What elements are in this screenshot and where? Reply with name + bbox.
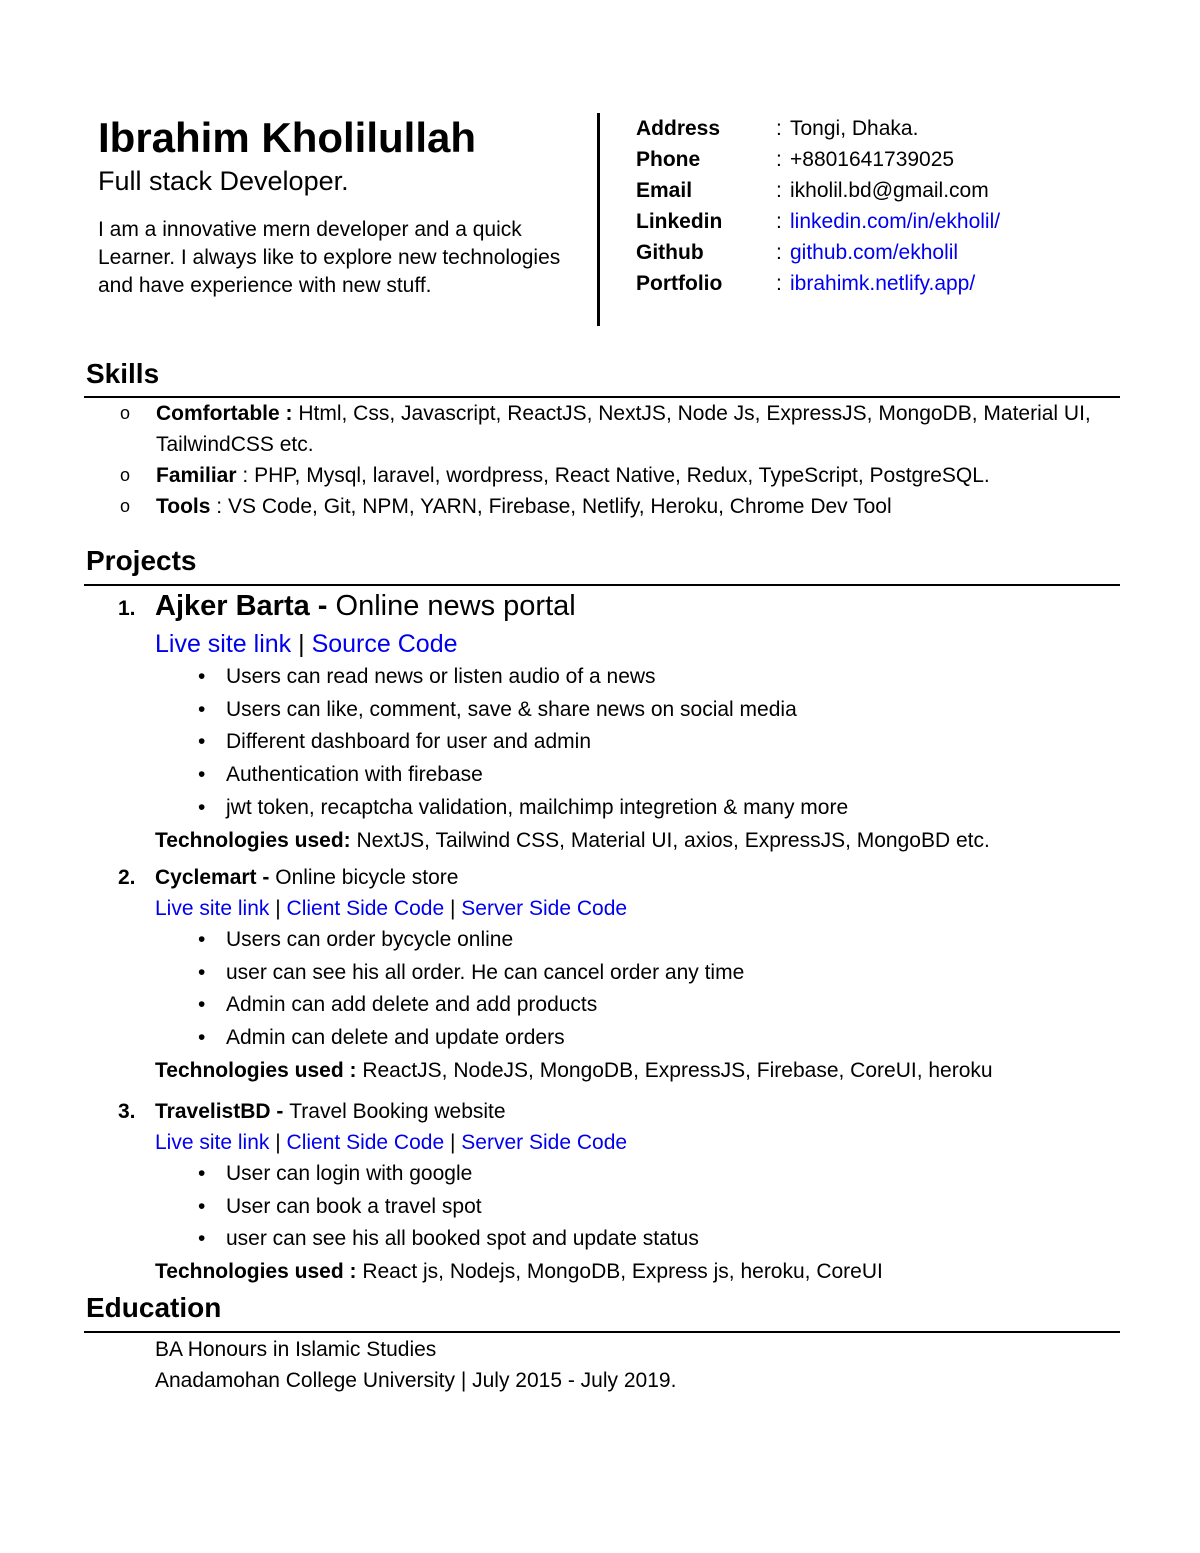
bullet-dot-icon: • [198, 1026, 206, 1050]
skill-item-tools [86, 491, 1116, 522]
project-header [118, 1096, 1118, 1127]
project-features [118, 924, 1118, 1055]
education-degree: BA Honours in Islamic Studies [155, 1338, 437, 1361]
skill-sep: : [279, 402, 299, 425]
bullet-dot-icon: • [198, 763, 206, 787]
bullet-dot-icon: • [198, 1162, 206, 1185]
feature-text: User can book a travel spot [226, 1194, 482, 1218]
contact-row-linkedin [636, 206, 1000, 237]
bullet-dot-icon: • [198, 697, 206, 721]
skill-sep: : [210, 495, 228, 518]
list-item [118, 694, 1118, 727]
list-item [118, 957, 1118, 990]
skill-label: Comfortable [156, 402, 280, 425]
project-links [155, 1127, 1118, 1158]
candidate-name: Ibrahim Kholilullah [98, 114, 477, 161]
contact-separator: : [776, 241, 782, 264]
project-desc: Online news portal [335, 590, 576, 622]
skill-text [156, 460, 1116, 491]
contact-block [636, 113, 1000, 299]
skill-item-comfortable [86, 398, 1116, 460]
circle-bullet-icon: o [120, 403, 131, 423]
bullet-dot-icon: • [198, 1194, 206, 1218]
skills-heading: Skills [86, 358, 160, 389]
project-name: Ajker Barta - [155, 590, 328, 622]
project-links [155, 627, 1118, 661]
list-item [118, 1022, 1118, 1055]
live-site-link[interactable]: Live site link [155, 630, 292, 658]
tech-values: ReactJS, NodeJS, MongoDB, ExpressJS, Firebase, CoreUI, heroku [362, 1058, 993, 1082]
header-divider [597, 113, 600, 326]
bullet-dot-icon: • [198, 795, 206, 819]
project-technologies [155, 1055, 1118, 1086]
skill-label: Familiar [156, 464, 237, 487]
contact-address: Tongi, Dhaka. [790, 117, 919, 140]
contact-label: Phone [636, 148, 701, 171]
contact-separator: : [776, 210, 782, 233]
project-technologies [155, 825, 1118, 856]
education-institution: Anadamohan College University | July 2015 - July 2019. [155, 1369, 677, 1392]
feature-text: Admin can delete and update orders [226, 1026, 565, 1050]
contact-label: Address [636, 117, 721, 140]
link-separator: | [449, 1131, 456, 1154]
contact-label: Linkedin [636, 210, 723, 233]
tech-label: Technologies used : [155, 1260, 357, 1284]
skill-label: Tools [156, 495, 211, 518]
projects-rule [84, 584, 1120, 586]
contact-separator: : [776, 148, 782, 171]
link-separator: | [275, 897, 281, 920]
education-block [155, 1334, 676, 1396]
bullet-dot-icon: • [198, 665, 206, 688]
link-separator: | [298, 630, 305, 658]
tech-label: Technologies used: [155, 828, 351, 852]
contact-row-phone [636, 144, 1000, 175]
project-ajker-barta [118, 588, 1118, 856]
source-code-link[interactable]: Source Code [311, 630, 458, 658]
client-code-link[interactable]: Client Side Code [286, 1131, 445, 1154]
candidate-role: Full stack Developer. [98, 166, 349, 196]
education-rule [84, 1331, 1120, 1333]
feature-text: Users can like, comment, save & share news on social media [226, 697, 797, 721]
project-number: 3. [118, 1100, 136, 1123]
feature-text: Users can read news or listen audio of a news [226, 665, 656, 688]
circle-bullet-icon: o [120, 496, 131, 516]
skill-values: PHP, Mysql, laravel, wordpress, React Native, Redux, TypeScript, PostgreSQL. [254, 464, 990, 487]
tech-values: NextJS, Tailwind CSS, Material UI, axios, ExpressJS, MongoBD etc. [356, 828, 990, 852]
contact-row-github [636, 237, 1000, 268]
circle-bullet-icon: o [120, 465, 131, 485]
project-header [118, 862, 1118, 893]
feature-text: User can login with google [226, 1162, 473, 1185]
contact-label: Github [636, 241, 704, 264]
feature-text: Users can order bycycle online [226, 928, 514, 951]
contact-email: ikholil.bd@gmail.com [790, 179, 989, 202]
contact-label: Email [636, 179, 693, 202]
project-name: Cyclemart - [155, 866, 270, 889]
skill-values: VS Code, Git, NPM, YARN, Firebase, Netlify, Heroku, Chrome Dev Tool [227, 495, 892, 518]
feature-text: Different dashboard for user and admin [226, 730, 591, 754]
project-number: 1. [118, 597, 136, 620]
client-code-link[interactable]: Client Side Code [286, 897, 445, 920]
header-left [98, 112, 578, 300]
project-name: TravelistBD - [155, 1100, 284, 1123]
list-item [118, 1158, 1118, 1191]
list-item [118, 1191, 1118, 1224]
feature-text: Authentication with firebase [226, 763, 483, 787]
skill-sep: : [236, 464, 255, 487]
project-desc: Online bicycle store [275, 866, 459, 889]
tech-values: React js, Nodejs, MongoDB, Express js, heroku, CoreUI [362, 1260, 883, 1284]
education-heading: Education [86, 1292, 222, 1323]
feature-text: Admin can add delete and add products [226, 993, 598, 1017]
bullet-dot-icon: • [198, 993, 206, 1017]
project-cyclemart [118, 862, 1118, 1086]
bullet-dot-icon: • [198, 960, 206, 984]
project-links [155, 893, 1118, 924]
bullet-dot-icon: • [198, 1227, 206, 1251]
bullet-dot-icon: • [198, 730, 206, 754]
projects-heading: Projects [86, 545, 197, 576]
list-item [118, 661, 1118, 694]
skill-item-familiar [86, 460, 1116, 491]
github-link[interactable]: github.com/ekholil [790, 241, 959, 264]
list-item [118, 792, 1118, 825]
feature-text: user can see his all booked spot and update status [226, 1227, 699, 1251]
list-item [118, 989, 1118, 1022]
project-desc: Travel Booking website [289, 1100, 506, 1123]
skill-values: Html, Css, Javascript, ReactJS, NextJS, Node Js, ExpressJS, MongoDB, Material UI, TailwindCSS etc. [156, 402, 1091, 456]
server-code-link[interactable]: Server Side Code [461, 1131, 628, 1154]
link-separator: | [449, 897, 456, 920]
tech-label: Technologies used : [155, 1058, 357, 1082]
contact-separator: : [776, 272, 782, 295]
bullet-dot-icon: • [198, 928, 206, 951]
project-technologies [155, 1256, 1118, 1287]
project-travelistbd [118, 1096, 1118, 1287]
skills-list [86, 398, 1116, 522]
project-features [118, 1158, 1118, 1256]
contact-row-address [636, 113, 1000, 144]
skill-text [156, 491, 1116, 522]
feature-text: user can see his all order. He can cancel order any time [226, 960, 745, 984]
list-item [118, 759, 1118, 792]
linkedin-link[interactable]: linkedin.com/in/ekholil/ [790, 210, 1001, 233]
contact-separator: : [776, 179, 782, 202]
list-item [118, 726, 1118, 759]
list-item [118, 924, 1118, 957]
server-code-link[interactable]: Server Side Code [461, 897, 628, 920]
summary: I am a innovative mern developer and a quick Learner. I always like to explore new technologies and have experience with new stuff. [98, 218, 561, 297]
link-separator: | [275, 1131, 281, 1154]
project-features [118, 661, 1118, 825]
skill-text [156, 398, 1116, 460]
contact-row-portfolio [636, 268, 1000, 299]
feature-text: jwt token, recaptcha validation, mailchimp integretion & many more [226, 795, 849, 819]
live-site-link[interactable]: Live site link [155, 897, 270, 920]
live-site-link[interactable]: Live site link [155, 1131, 270, 1154]
project-number: 2. [118, 866, 136, 889]
contact-row-email [636, 175, 1000, 206]
project-header [118, 588, 1118, 627]
contact-phone: +8801641739025 [790, 148, 955, 171]
contact-separator: : [776, 117, 782, 140]
portfolio-link[interactable]: ibrahimk.netlify.app/ [790, 272, 976, 295]
list-item [118, 1223, 1118, 1256]
contact-label: Portfolio [636, 272, 723, 295]
